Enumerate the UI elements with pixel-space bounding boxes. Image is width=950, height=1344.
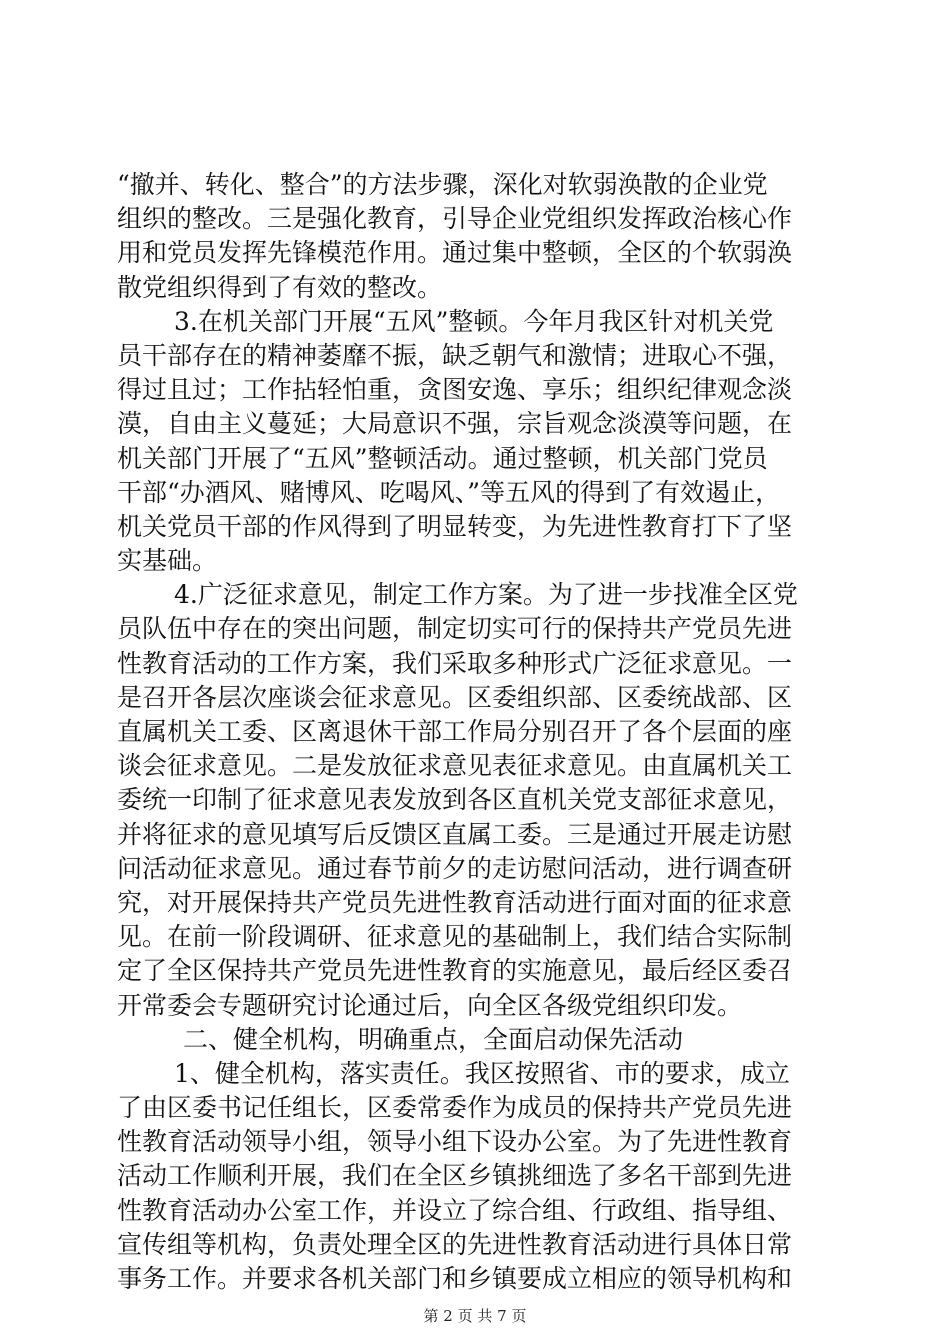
text-line: 事务工作。并要求各机关部门和乡镇要成立相应的领导机构和 (117, 1264, 793, 1293)
text-line: 性教育活动领导小组，领导小组下设办公室。为了先进性教育 (117, 1127, 793, 1157)
text-line: 委统一印制了征求意见表发放到各区直机关党支部征求意见， (117, 785, 793, 815)
text-line: 1、健全机构，落实责任。我区按照省、市的要求，成立 (174, 1058, 790, 1088)
text-line: 得过且过；工作拈轻怕重，贪图安逸、享乐；组织纪律观念淡 (117, 375, 793, 405)
text-line: 是召开各层次座谈会征求意见。区委组织部、区委统战部、区 (117, 682, 793, 712)
text-line: 了由区委书记任组长，区委常委作为成员的保持共产党员先进 (117, 1093, 793, 1123)
text-line: 问活动征求意见。通过春节前夕的走访慰问活动，进行调查研 (117, 853, 793, 883)
text-line: 机关部门开展了“五风”整顿活动。通过整顿，机关部门党员 (117, 443, 768, 473)
text-line: 开常委会专题研究讨论通过后，向全区各级党组织印发。 (117, 990, 743, 1020)
text-line: 组织的整改。三是强化教育，引导企业党组织发挥政治核心作 (117, 204, 793, 234)
text-line: 并将征求的意见填写后反馈区直属工委。三是通过开展走访慰 (117, 819, 793, 849)
text-line: 机关党员干部的作风得到了明显转变，为先进性教育打下了坚 (117, 511, 793, 541)
section-heading: 二、健全机构，明确重点，全面启动保先活动 (183, 1024, 684, 1054)
text-line: 直属机关工委、区离退休干部工作局分别召开了各个层面的座 (117, 717, 793, 746)
text-line: 见。在前一阶段调研、征求意见的基础制上，我们结合实际制 (117, 922, 793, 952)
text-line: 干部“办酒风、赌博风、吃喝风、”等五风的得到了有效遏止， (117, 477, 781, 507)
text-line: 定了全区保持共产党员先进性教育的实施意见，最后经区委召 (117, 956, 793, 986)
text-line: 员干部存在的精神萎靡不振，缺乏朝气和激情；进取心不强， (117, 340, 793, 370)
page-number: 第 2 页 共 7 页 (423, 1307, 527, 1325)
text-line: 实基础。 (117, 546, 218, 576)
text-line: 性教育活动办公室工作，并设立了综合组、行政组、指导组、 (117, 1195, 793, 1225)
text-line: “撤并、转化、整合”的方法步骤，深化对软弱涣散的企业党 (117, 170, 768, 199)
text-line: 宣传组等机构，负责处理全区的先进性教育活动进行具体日常 (117, 1229, 793, 1259)
text-line: 3.在机关部门开展“五风”整顿。今年月我区针对机关党 (174, 306, 774, 336)
document-body (117, 168, 835, 1296)
text-line: 性教育活动的工作方案，我们采取多种形式广泛征求意见。一 (117, 648, 793, 678)
text-line: 究，对开展保持共产党员先进性教育活动进行面对面的征求意 (117, 887, 793, 917)
text-line: 谈会征求意见。二是发放征求意见表征求意见。由直属机关工 (117, 751, 793, 781)
text-line: 漠，自由主义蔓延；大局意识不强，宗旨观念淡漠等问题，在 (117, 409, 793, 439)
text-line: 4.广泛征求意见，制定工作方案。为了进一步找准全区党 (174, 580, 798, 610)
text-line: 活动工作顺利开展，我们在全区乡镇挑细选了多名干部到先进 (117, 1161, 793, 1191)
text-line: 散党组织得到了有效的整改。 (117, 272, 443, 302)
text-line: 用和党员发挥先锋模范作用。通过集中整顿，全区的个软弱涣 (117, 238, 793, 268)
text-line: 员队伍中存在的突出问题，制定切实可行的保持共产党员先进 (117, 614, 793, 644)
